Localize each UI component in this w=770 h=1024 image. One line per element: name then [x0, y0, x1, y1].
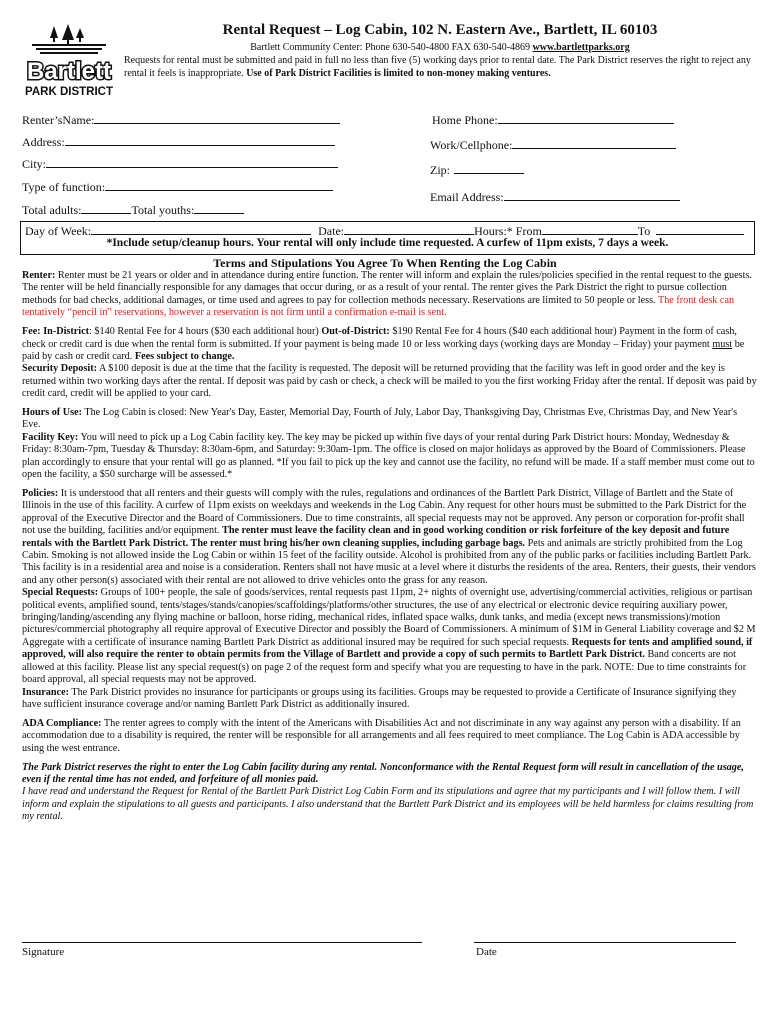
- function-type-field: [22, 179, 333, 195]
- hours-from-input[interactable]: [542, 223, 638, 235]
- logo-text: Bartlett: [26, 58, 112, 85]
- day-of-week-box: [20, 221, 755, 255]
- special-label: Special Requests:: [22, 587, 99, 599]
- total-adults-label: Total adults:: [22, 203, 82, 217]
- total-adults-input[interactable]: [81, 202, 131, 214]
- policies-bold: The renter must leave the facility clean and in good working condition or risk forfeiture of the key deposit and future rentals with the Bartlett Park District. The renter must bring his/her own cleaning supplies, including garbage bags.: [22, 525, 730, 549]
- address-input[interactable]: [65, 134, 335, 146]
- fee-bold: Fees subject to change.: [134, 350, 235, 362]
- city-field: [22, 156, 338, 172]
- date-line[interactable]: [474, 942, 736, 943]
- special-paragraph: [22, 587, 757, 686]
- policies-text: It is understood that all renters and their guests will comply with the rules, regulations and ordinances of the Bartlett Park District, Village of Bartlett and the State of Illinois in the use of this facility. A curfew of 11pm exists on weekdays and weekends in the Log Cabin. Any request for other hours must be submitted to the Park District for the approval of the Executive Director and the Board of Commissioners. Due to time constraints, all special requests may not be approved. Any person or corporation for-profit shall not use the building, facilities and/or equipment.: [22, 488, 747, 537]
- hours-from-label: Hours:* From: [474, 224, 542, 238]
- hours-paragraph: [22, 407, 757, 432]
- fee-out-label: Out-of-District:: [321, 326, 390, 338]
- rental-notice: [124, 55, 754, 80]
- insurance-paragraph: [22, 687, 757, 712]
- page-title: Rental Request – Log Cabin, 102 N. Eastern Ave., Bartlett, IL 60103: [222, 22, 658, 38]
- renter-red-note: The front desk can tentatively “pencil in” reservations, however a reservation is not firm until a confirmation e-mail is sent.: [22, 294, 735, 319]
- hours-text: The Log Cabin is closed: New Year's Day, Easter, Memorial Day, Fourth of July, Labor Day, Thanksgiving Day, Christmas Eve, Christmas Day, and New Year's Eve.: [22, 407, 738, 431]
- renter-name-label: Renter’sName:: [22, 113, 95, 127]
- policies-label: Policies:: [22, 488, 59, 499]
- total-youths-input[interactable]: [194, 202, 244, 214]
- renter-paragraph: [22, 270, 757, 320]
- to-label: To: [637, 224, 651, 238]
- work-cell-input[interactable]: [512, 137, 676, 149]
- home-phone-label: Home Phone:: [432, 113, 498, 127]
- bartlett-park-district-logo: [24, 24, 114, 98]
- ada-text: The renter agrees to comply with the intent of the Americans with Disabilities Act and not discriminate in any way against any person with a disability. If an accommodation due to a disability is required, the renter will be responsible for all arrangements and all fees required to meet compliance. The Log Cabin is ADA accessible by using the west entrance.: [22, 717, 741, 754]
- policies-paragraph: [22, 488, 757, 587]
- date-label: Date: [476, 946, 497, 958]
- hours-label: Hours of Use:: [22, 407, 82, 419]
- address-label: Address:: [22, 135, 65, 149]
- day-of-week-input[interactable]: [91, 223, 311, 235]
- fee-label: Fee: In-District: [22, 326, 90, 338]
- home-phone-field: [432, 112, 674, 128]
- terms-body: [22, 270, 757, 830]
- work-cell-field: [430, 137, 676, 153]
- work-cell-label: Work/Cellphone:: [430, 138, 513, 152]
- renter-label: Renter:: [22, 270, 56, 281]
- zip-label: Zip:: [430, 163, 450, 177]
- special-bold: Requests for tents and amplified sound, if approved, will also require the renter to obtain permits from the Village of Bartlett and provide a copy of such permits to Bartlett Park District.: [22, 636, 753, 661]
- zip-input[interactable]: [454, 162, 524, 174]
- contact-line: [120, 42, 760, 53]
- zip-field: [430, 162, 524, 178]
- agreement-paragraph: I have read and understand the Request for Rental of the Bartlett Park District Log Cabin Form and its stipulations and agree that my participants and I will follow them. I will inform and explain the stipulations to all guests and participants. I also understand that the Bartlett Park District and its employees will be held harmless for claims resulting from my rental.: [22, 786, 754, 823]
- website-link[interactable]: www.bartlettparks.org: [532, 42, 630, 53]
- renter-name-field: [22, 112, 340, 128]
- notice-bold: Use of Park District Facilities is limited to non-money making ventures.: [246, 67, 551, 79]
- terms-heading: Terms and Stipulations You Agree To When Renting the Log Cabin: [213, 256, 557, 270]
- deposit-text: A $100 deposit is due at the time that the facility is requested. The deposit will be returned providing that the facility was left in good order and the key is returned within two working days after the rental. If deposit was paid by cash or check, a check will be mailed to you the first working Friday after the rental. If deposit was paid by credit card, credit will be applied to your card.: [22, 363, 757, 400]
- attendance-field: [22, 202, 244, 218]
- hours-to-input[interactable]: [656, 223, 744, 235]
- special-text: Groups of 100+ people, the sale of goods/services, rental requests past 11pm, 2+ nights of overnight use, advertising/commercial activities, religious or partisan political events, amplified sound, tents/stages/stands/canopies/scaffoldings/platforms/other structures, the use of any electrical or electronic device requiring auxiliary power, bringing/landing/ascending any flying machine or balloon, horse riding, mechanical rides, inflated space walks, dunk tanks, and media (except news transmissions)/motion pictures/commercial photography all require approval of Executive Director and possibly the Board of Commissioners. A minimum of $1M in General Liability coverage and $2 M Aggregate with a certificate of insurance naming Bartlett Park District as additional insured may be required for such special requests.: [22, 587, 756, 648]
- key-text: You will need to pick up a Log Cabin facility key. The key may be picked up within five days of your rental during Park District hours: Monday, Wednesday & Friday: 8:30am-7pm, Tuesday & Thursday: 8:30am-6pm, and Saturday: 9:30am-1pm. The office is closed on major holidays as approved by the Board of Commissioners. Please plan accordingly to ensure that your rental will go as planned. *If you fail to pick up the key and cannot use the facility, no refund will be made. If a staff member must come out to open the facility, a $50 surcharge will be assessed.*: [22, 431, 755, 481]
- fee-paragraph: [22, 326, 757, 363]
- signature-label: Signature: [22, 946, 65, 958]
- special-text-2: Band concerts are not allowed at this facility. Please list any special request(s) on page 2 of the request form and specify what you are requesting to have in the park. NOTE: Due to time constraints for board approval, all special requests may not be approved.: [22, 649, 747, 686]
- deposit-paragraph: [22, 363, 757, 400]
- signature-line[interactable]: [22, 942, 422, 943]
- notice-text: Requests for rental must be submitted and paid in full no less than five (5) working days prior to rental date. The Park District reserves the right to reject any rental it feels is inappropriate.: [124, 55, 751, 79]
- logo-subtext: PARK DISTRICT: [25, 86, 113, 98]
- ada-label: ADA Compliance:: [22, 717, 102, 729]
- total-youths-label: Total youths:: [131, 203, 195, 217]
- insurance-text: The Park District provides no insurance for participants or groups using its facilities. Groups may be requested to provide a Certificate of Insurance signifying they have sufficient insurance coverage and/or naming Bartlett Park District as additionally insured.: [22, 686, 737, 710]
- fee-text-1: : $140 Rental Fee for 4 hours ($30 each additional hour): [89, 326, 322, 338]
- policies-text-2: Pets and animals are strictly prohibited from the Log Cabin. Smoking is not allowed inside the Log Cabin or within 15 feet of the facility outside. Alcohol is prohibited from any of the public parks or facilities including Bartlett Park. This facility is in a residential area and noise is a consideration. Renters shall not have music at a level where it disturbs the residents of the area. Renters, their guests, their vendors and any other person(s) associated with their rental are not allowed to drive vehicles onto the grass for any reason.: [22, 537, 756, 586]
- insurance-label: Insurance:: [22, 686, 69, 698]
- renter-name-input[interactable]: [94, 112, 340, 124]
- function-type-label: Type of function:: [22, 180, 106, 194]
- date-input[interactable]: [344, 223, 474, 235]
- address-field: [22, 134, 335, 150]
- day-of-week-label: Day of Week:: [25, 224, 92, 238]
- function-type-input[interactable]: [105, 179, 333, 191]
- contact-info: Bartlett Community Center: Phone 630-540-4800 FAX 630-540-4869: [250, 42, 531, 53]
- fee-text-2: $190 Rental Fee for 4 hours ($40 each additional hour) Payment in the form of cash, check or credit card is due when the rental form is submitted. If your payment is being made 10 or less working days (working days are Monday – Friday) your payment: [22, 326, 737, 350]
- city-label: City:: [22, 157, 47, 171]
- renter-text: Renter must be 21 years or older and in attendance during entire function. The renter will inform and explain the rules/policies specified in the rental request to the guests. The renter will be held financially responsible for any damages that occur during, or as a result of your rental. The renter gives the Park District the right to pursue collection methods for bad checks, additional damages, or time used and agrees to pay for collection methods necessary. Reservations are limited to 50 people or less.: [22, 270, 752, 306]
- key-paragraph: [22, 432, 757, 482]
- key-label: Facility Key:: [22, 431, 79, 443]
- home-phone-input[interactable]: [498, 112, 674, 124]
- email-input[interactable]: [504, 189, 680, 201]
- date-label: Date:: [318, 224, 345, 238]
- email-field: [430, 189, 680, 205]
- logo-graphic: [24, 24, 114, 98]
- city-input[interactable]: [46, 156, 338, 168]
- fee-must: must: [712, 338, 733, 350]
- email-label: Email Address:: [430, 190, 504, 204]
- setup-note: *Include setup/cleanup hours. Your rental will only include time requested. A curfew of 11pm exists, 7 days a week.: [106, 237, 669, 249]
- reserve-paragraph: The Park District reserves the right to enter the Log Cabin facility during any rental. Nonconformance with the Rental Request form will result in cancellation of the usage, even if the rental time has not ended, and forfeiture of all monies paid.: [22, 761, 744, 785]
- deposit-label: Security Deposit:: [22, 363, 97, 375]
- ada-paragraph: [22, 718, 757, 755]
- fee-text-3: be paid by cash or credit card.: [22, 338, 745, 362]
